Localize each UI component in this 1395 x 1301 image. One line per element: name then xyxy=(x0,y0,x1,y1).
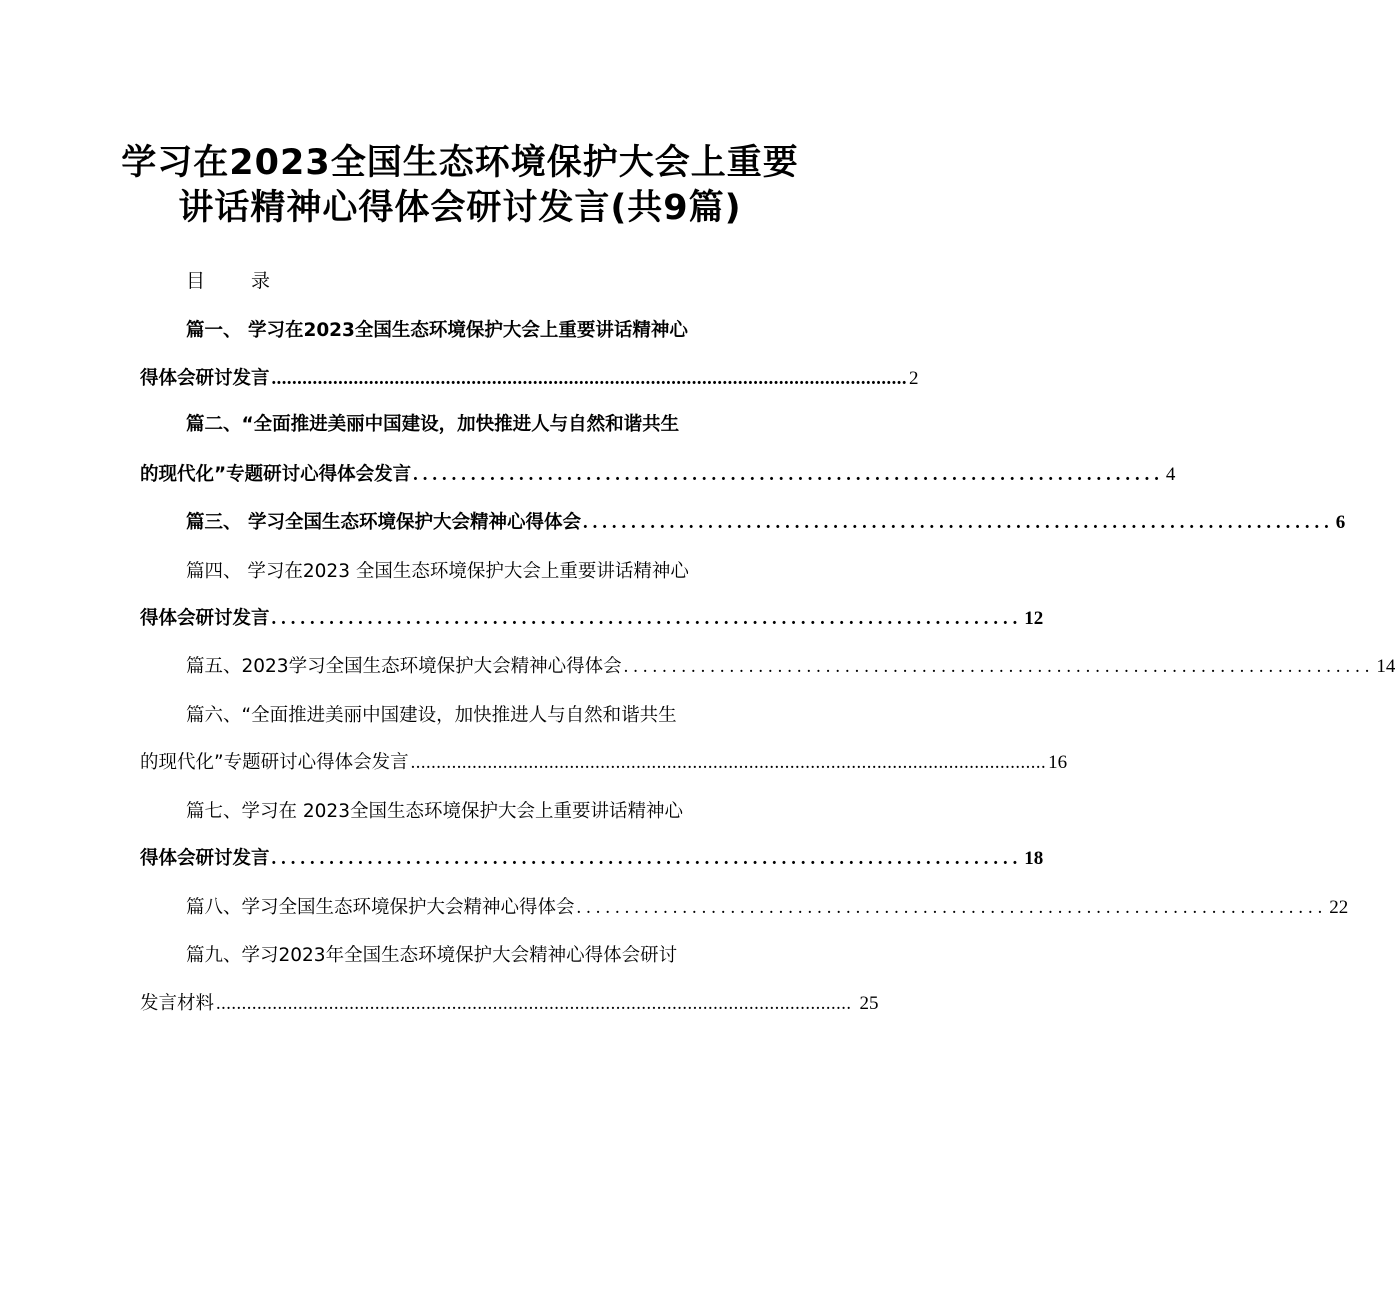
toc-page-number: 4 xyxy=(1165,464,1176,485)
toc-page-number: 2 xyxy=(909,368,919,389)
toc-entry-8[interactable] xyxy=(186,893,1349,923)
toc-entry-label: 得体会研讨发言 xyxy=(140,608,270,629)
toc-entry-6-line-2[interactable] xyxy=(140,748,1068,778)
toc-heading: 目 录 xyxy=(186,270,291,292)
dot-leader: .............................................................................. xyxy=(413,465,1164,485)
toc-entry-label: 的现代化”专题研讨心得体会发言 xyxy=(140,752,409,773)
toc-entry-5[interactable] xyxy=(186,652,1395,682)
dot-leader: ............................................................................................................................ xyxy=(410,753,1047,773)
toc-entry-4-line-2[interactable] xyxy=(140,604,1044,634)
toc-entry-2-line-1[interactable]: 篇二、“全面推进美丽中国建设，加快推进人与自然和谐共生 xyxy=(186,414,680,435)
toc-entry-9-line-1[interactable]: 篇九、学习2023年全国生态环境保护大会精神心得体会研讨 xyxy=(186,945,678,966)
dot-leader: ............................................................................................................................ xyxy=(271,369,908,389)
toc-page-number: 12 xyxy=(1024,608,1044,629)
toc-entry-label: 得体会研讨发言 xyxy=(140,368,270,389)
toc-entry-label: 篇八、学习全国生态环境保护大会精神心得体会 xyxy=(186,897,575,918)
toc-page-number: 16 xyxy=(1048,752,1068,773)
toc-page-number: 6 xyxy=(1335,512,1346,533)
toc-page-number: 14 xyxy=(1376,656,1395,677)
toc-entry-3[interactable] xyxy=(186,508,1346,538)
toc-entry-9-line-2[interactable] xyxy=(140,989,879,1019)
dot-leader: .............................................................................. xyxy=(582,513,1334,533)
toc-page-number: 22 xyxy=(1329,897,1349,918)
toc-entry-label: 篇三、 学习全国生态环境保护大会精神心得体会 xyxy=(186,512,581,533)
dot-leader: .............................................................................. xyxy=(576,898,1328,918)
dot-leader: .............................................................................. xyxy=(271,849,1023,869)
dot-leader: .............................................................................. xyxy=(271,609,1023,629)
toc-entry-label: 的现代化”专题研讨心得体会发言 xyxy=(140,464,412,485)
toc-page-number: 25 xyxy=(859,993,879,1014)
document-title-line-1: 学习在2023全国生态环境保护大会上重要 xyxy=(121,143,799,183)
toc-entry-7-line-2[interactable] xyxy=(140,844,1044,874)
toc-entry-7-line-1[interactable]: 篇七、学习在 2023全国生态环境保护大会上重要讲话精神心 xyxy=(186,801,683,822)
dot-leader: ............................................................................................................................ xyxy=(216,994,852,1014)
toc-entry-2-line-2[interactable] xyxy=(140,460,1176,490)
dot-leader: .............................................................................. xyxy=(623,657,1375,677)
toc-entry-label: 发言材料 xyxy=(140,993,215,1014)
toc-entry-1-line-2[interactable] xyxy=(140,364,919,394)
toc-entry-label: 篇五、2023学习全国生态环境保护大会精神心得体会 xyxy=(186,656,622,677)
toc-entry-label: 得体会研讨发言 xyxy=(140,848,270,869)
toc-entry-1-line-1[interactable]: 篇一、 学习在2023全国生态环境保护大会上重要讲话精神心 xyxy=(186,320,688,341)
toc-entry-4-line-1[interactable]: 篇四、 学习在2023 全国生态环境保护大会上重要讲话精神心 xyxy=(186,561,689,582)
document-title-line-2: 讲话精神心得体会研讨发言(共9篇) xyxy=(178,188,742,228)
toc-page-number: 18 xyxy=(1024,848,1044,869)
toc-entry-6-line-1[interactable]: 篇六、“全面推进美丽中国建设，加快推进人与自然和谐共生 xyxy=(186,705,677,726)
